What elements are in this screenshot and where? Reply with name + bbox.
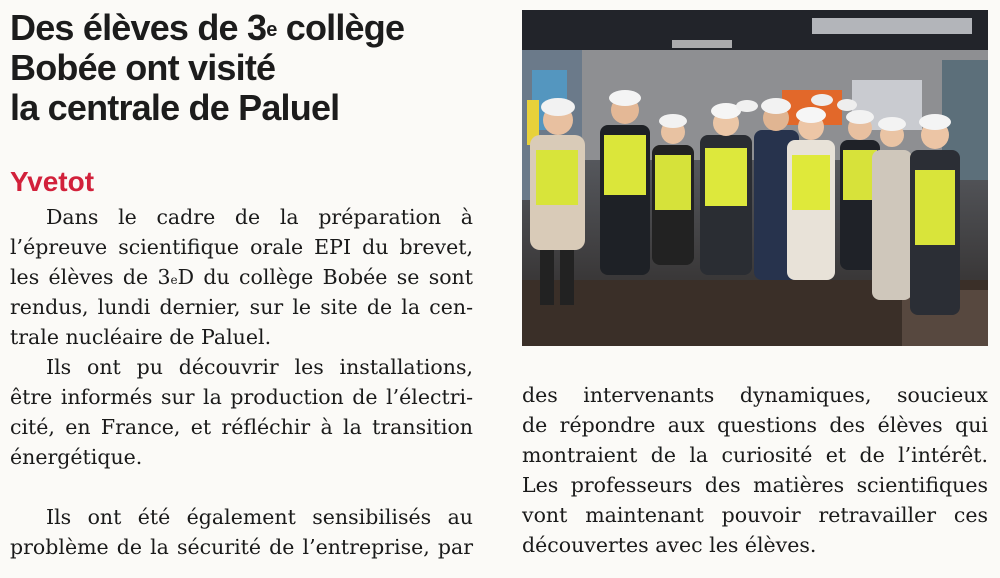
text-line: vont maintenant pouvoir retravailler ces bbox=[522, 503, 988, 527]
text-line: des intervenants dynamiques, soucieux bbox=[522, 383, 988, 407]
photo-illustration bbox=[522, 10, 988, 346]
headline-line-2: Bobée ont visité bbox=[10, 47, 276, 88]
text-fragment: les élèves de 3 bbox=[10, 265, 171, 289]
text-line: Les professeurs des matières scientifiques bbox=[522, 473, 988, 497]
text-line: de répondre aux questions des élèves qui bbox=[522, 413, 988, 437]
text-line bbox=[10, 262, 473, 292]
text-line: l’épreuve scientifique orale EPI du brevet, bbox=[10, 235, 473, 259]
headline-text: Des élèves de 3 bbox=[10, 7, 267, 48]
text-line: rendus, lundi dernier, sur le site de la cen- bbox=[10, 295, 473, 319]
headline-line-1 bbox=[10, 8, 510, 48]
text-line: Dans le cadre de la préparation à bbox=[46, 205, 473, 229]
text-fragment: D bbox=[177, 265, 195, 289]
superscript: e bbox=[170, 273, 178, 287]
headline-text: collège bbox=[276, 7, 405, 48]
text-line: découvertes avec les élèves. bbox=[522, 533, 817, 557]
text-line: problème de la sécurité de l’entreprise, par bbox=[10, 535, 473, 559]
text-line: énergétique. bbox=[10, 445, 143, 469]
article-column-left bbox=[10, 202, 473, 562]
text-line: montraient de la curiosité et de l’intérêt. bbox=[522, 443, 988, 467]
headline-superscript: e bbox=[266, 19, 277, 41]
group-photo-image bbox=[522, 10, 988, 346]
text-line: être informés sur la production de l’électri- bbox=[10, 385, 473, 409]
article-column-right bbox=[522, 380, 988, 560]
dateline-location: Yvetot bbox=[10, 166, 95, 197]
text-line: cité, en France, et réfléchir à la transition bbox=[10, 415, 473, 439]
article-headline bbox=[10, 8, 510, 128]
text-line: Ils ont été également sensibilisés au bbox=[46, 505, 473, 529]
headline-line-3: la centrale de Paluel bbox=[10, 87, 340, 128]
text-fragment: du collège Bobée se sont bbox=[194, 265, 473, 289]
text-line: Ils ont pu découvrir les installations, bbox=[46, 355, 473, 379]
text-line: trale nucléaire de Paluel. bbox=[10, 325, 272, 349]
